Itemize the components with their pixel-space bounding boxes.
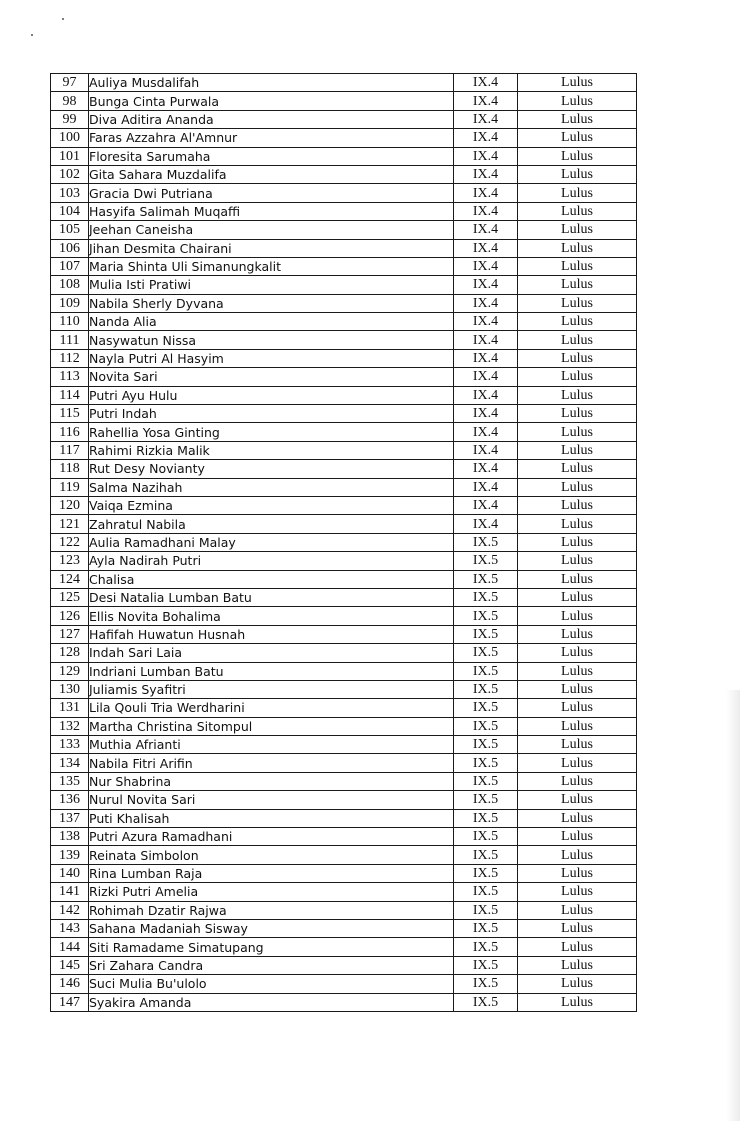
row-number: 101 [51,147,89,165]
table-row [51,202,637,220]
status-cell: Lulus [518,846,637,864]
row-number: 103 [51,184,89,202]
class-cell: IX.5 [454,993,518,1011]
student-name: Rizki Putri Amelia [89,883,454,901]
class-cell: IX.5 [454,625,518,643]
table-row [51,92,637,110]
row-number: 108 [51,276,89,294]
student-name: Rut Desy Novianty [89,460,454,478]
row-number: 140 [51,864,89,882]
class-cell: IX.4 [454,221,518,239]
row-number: 130 [51,680,89,698]
class-cell: IX.4 [454,276,518,294]
class-cell: IX.5 [454,717,518,735]
table-row [51,110,637,128]
scan-speck [31,34,33,36]
row-number: 113 [51,368,89,386]
table-row [51,313,637,331]
status-cell: Lulus [518,349,637,367]
table-row [51,699,637,717]
table-row [51,846,637,864]
table-row [51,680,637,698]
status-cell: Lulus [518,74,637,92]
row-number: 106 [51,239,89,257]
row-number: 114 [51,386,89,404]
class-cell: IX.5 [454,570,518,588]
student-name: Nabila Sherly Dyvana [89,294,454,312]
student-name: Martha Christina Sitompul [89,717,454,735]
student-name: Aulia Ramadhani Malay [89,533,454,551]
status-cell: Lulus [518,147,637,165]
student-name: Ellis Novita Bohalima [89,607,454,625]
row-number: 135 [51,772,89,790]
class-cell: IX.4 [454,110,518,128]
row-number: 112 [51,349,89,367]
student-name: Hafifah Huwatun Husnah [89,625,454,643]
student-name: Siti Ramadame Simatupang [89,938,454,956]
row-number: 102 [51,165,89,183]
table-row [51,993,637,1011]
student-name: Puti Khalisah [89,809,454,827]
table-row [51,919,637,937]
student-name: Putri Ayu Hulu [89,386,454,404]
table-row [51,331,637,349]
student-name: Nabila Fitri Arifin [89,754,454,772]
class-cell: IX.4 [454,478,518,496]
row-number: 115 [51,405,89,423]
class-cell: IX.5 [454,883,518,901]
class-cell: IX.4 [454,257,518,275]
class-cell: IX.4 [454,405,518,423]
student-name: Nur Shabrina [89,772,454,790]
table-row [51,221,637,239]
student-name: Juliamis Syafitri [89,680,454,698]
table-row [51,239,637,257]
status-cell: Lulus [518,956,637,974]
status-cell: Lulus [518,919,637,937]
row-number: 129 [51,662,89,680]
row-number: 125 [51,588,89,606]
class-cell: IX.4 [454,460,518,478]
row-number: 146 [51,975,89,993]
student-name: Bunga Cinta Purwala [89,92,454,110]
table-row [51,257,637,275]
class-cell: IX.4 [454,496,518,514]
status-cell: Lulus [518,791,637,809]
table-row [51,570,637,588]
class-cell: IX.5 [454,644,518,662]
status-cell: Lulus [518,625,637,643]
row-number: 137 [51,809,89,827]
table-row [51,588,637,606]
table-row [51,441,637,459]
student-name: Suci Mulia Bu'ulolo [89,975,454,993]
class-cell: IX.5 [454,956,518,974]
status-cell: Lulus [518,460,637,478]
class-cell: IX.5 [454,533,518,551]
status-cell: Lulus [518,717,637,735]
student-name: Nasywatun Nissa [89,331,454,349]
class-cell: IX.4 [454,368,518,386]
row-number: 141 [51,883,89,901]
class-cell: IX.5 [454,919,518,937]
row-number: 124 [51,570,89,588]
student-name: Nanda Alia [89,313,454,331]
status-cell: Lulus [518,828,637,846]
class-cell: IX.4 [454,294,518,312]
class-cell: IX.5 [454,552,518,570]
table-body [51,74,637,1012]
row-number: 122 [51,533,89,551]
row-number: 136 [51,791,89,809]
status-cell: Lulus [518,478,637,496]
student-name: Syakira Amanda [89,993,454,1011]
row-number: 109 [51,294,89,312]
row-number: 126 [51,607,89,625]
row-number: 134 [51,754,89,772]
student-name: Rohimah Dzatir Rajwa [89,901,454,919]
table-row [51,276,637,294]
student-name: Salma Nazihah [89,478,454,496]
status-cell: Lulus [518,368,637,386]
table-row [51,791,637,809]
student-name: Muthia Afrianti [89,736,454,754]
class-cell: IX.4 [454,331,518,349]
row-number: 98 [51,92,89,110]
class-cell: IX.5 [454,662,518,680]
status-cell: Lulus [518,331,637,349]
status-cell: Lulus [518,883,637,901]
class-cell: IX.5 [454,736,518,754]
status-cell: Lulus [518,607,637,625]
row-number: 97 [51,74,89,92]
scan-edge-shadow [726,690,740,1121]
student-name: Diva Aditira Ananda [89,110,454,128]
status-cell: Lulus [518,276,637,294]
student-name: Hasyifa Salimah Muqaffi [89,202,454,220]
student-name: Sri Zahara Candra [89,956,454,974]
table-row [51,901,637,919]
scan-speck [62,18,64,20]
status-cell: Lulus [518,202,637,220]
class-cell: IX.4 [454,386,518,404]
row-number: 138 [51,828,89,846]
status-cell: Lulus [518,938,637,956]
row-number: 99 [51,110,89,128]
student-name: Jeehan Caneisha [89,221,454,239]
status-cell: Lulus [518,901,637,919]
status-cell: Lulus [518,993,637,1011]
student-name: Gita Sahara Muzdalifa [89,165,454,183]
status-cell: Lulus [518,736,637,754]
student-name: Rahimi Rizkia Malik [89,441,454,459]
student-name: Ayla Nadirah Putri [89,552,454,570]
row-number: 107 [51,257,89,275]
table-row [51,129,637,147]
row-number: 111 [51,331,89,349]
row-number: 105 [51,221,89,239]
table-row [51,625,637,643]
status-cell: Lulus [518,570,637,588]
class-cell: IX.5 [454,828,518,846]
table-row [51,754,637,772]
status-cell: Lulus [518,496,637,514]
status-cell: Lulus [518,110,637,128]
status-cell: Lulus [518,515,637,533]
status-cell: Lulus [518,809,637,827]
class-cell: IX.5 [454,864,518,882]
table-row [51,975,637,993]
row-number: 128 [51,644,89,662]
status-cell: Lulus [518,129,637,147]
status-cell: Lulus [518,552,637,570]
status-cell: Lulus [518,313,637,331]
class-cell: IX.4 [454,239,518,257]
student-name: Nayla Putri Al Hasyim [89,349,454,367]
table-row [51,809,637,827]
status-cell: Lulus [518,221,637,239]
student-name: Rina Lumban Raja [89,864,454,882]
row-number: 133 [51,736,89,754]
class-cell: IX.4 [454,313,518,331]
status-cell: Lulus [518,699,637,717]
status-cell: Lulus [518,975,637,993]
class-cell: IX.5 [454,809,518,827]
student-name: Reinata Simbolon [89,846,454,864]
row-number: 132 [51,717,89,735]
row-number: 104 [51,202,89,220]
student-name: Novita Sari [89,368,454,386]
student-name: Gracia Dwi Putriana [89,184,454,202]
class-cell: IX.5 [454,588,518,606]
table-row [51,386,637,404]
row-number: 131 [51,699,89,717]
class-cell: IX.4 [454,92,518,110]
status-cell: Lulus [518,257,637,275]
table-row [51,644,637,662]
status-cell: Lulus [518,644,637,662]
table-row [51,496,637,514]
status-cell: Lulus [518,680,637,698]
student-name: Rahellia Yosa Ginting [89,423,454,441]
table-row [51,717,637,735]
status-cell: Lulus [518,864,637,882]
table-row [51,147,637,165]
class-cell: IX.4 [454,202,518,220]
row-number: 144 [51,938,89,956]
table-row [51,552,637,570]
student-name: Lila Qouli Tria Werdharini [89,699,454,717]
status-cell: Lulus [518,588,637,606]
table-row [51,294,637,312]
class-cell: IX.4 [454,515,518,533]
table-row [51,956,637,974]
table-row [51,460,637,478]
student-name: Indah Sari Laia [89,644,454,662]
row-number: 117 [51,441,89,459]
row-number: 139 [51,846,89,864]
status-cell: Lulus [518,533,637,551]
row-number: 147 [51,993,89,1011]
table-row [51,736,637,754]
class-cell: IX.5 [454,754,518,772]
student-name: Floresita Sarumaha [89,147,454,165]
student-name: Jihan Desmita Chairani [89,239,454,257]
class-cell: IX.4 [454,165,518,183]
status-cell: Lulus [518,386,637,404]
row-number: 118 [51,460,89,478]
table-row [51,607,637,625]
table-row [51,184,637,202]
table-row [51,533,637,551]
row-number: 120 [51,496,89,514]
row-number: 119 [51,478,89,496]
status-cell: Lulus [518,294,637,312]
student-name: Zahratul Nabila [89,515,454,533]
class-cell: IX.5 [454,791,518,809]
status-cell: Lulus [518,754,637,772]
class-cell: IX.5 [454,680,518,698]
student-name: Putri Indah [89,405,454,423]
table-row [51,423,637,441]
table-row [51,938,637,956]
row-number: 127 [51,625,89,643]
row-number: 116 [51,423,89,441]
status-cell: Lulus [518,662,637,680]
student-name: Vaiqa Ezmina [89,496,454,514]
table-row [51,864,637,882]
class-cell: IX.4 [454,441,518,459]
student-name: Chalisa [89,570,454,588]
status-cell: Lulus [518,239,637,257]
table-row [51,772,637,790]
table-row [51,74,637,92]
class-cell: IX.4 [454,147,518,165]
class-cell: IX.4 [454,423,518,441]
status-cell: Lulus [518,423,637,441]
status-cell: Lulus [518,165,637,183]
row-number: 110 [51,313,89,331]
class-cell: IX.4 [454,184,518,202]
table-row [51,515,637,533]
row-number: 100 [51,129,89,147]
student-name: Maria Shinta Uli Simanungkalit [89,257,454,275]
row-number: 123 [51,552,89,570]
table-row [51,883,637,901]
student-name: Desi Natalia Lumban Batu [89,588,454,606]
status-cell: Lulus [518,772,637,790]
table-row [51,662,637,680]
row-number: 121 [51,515,89,533]
student-name: Sahana Madaniah Sisway [89,919,454,937]
table-row [51,405,637,423]
class-cell: IX.5 [454,846,518,864]
class-cell: IX.5 [454,975,518,993]
class-cell: IX.4 [454,349,518,367]
student-name: Putri Azura Ramadhani [89,828,454,846]
table-row [51,368,637,386]
class-cell: IX.5 [454,938,518,956]
table-row [51,828,637,846]
student-name: Auliya Musdalifah [89,74,454,92]
student-name: Faras Azzahra Al'Amnur [89,129,454,147]
table-row [51,349,637,367]
class-cell: IX.4 [454,129,518,147]
class-cell: IX.5 [454,901,518,919]
table-row [51,165,637,183]
row-number: 142 [51,901,89,919]
class-cell: IX.5 [454,772,518,790]
status-cell: Lulus [518,405,637,423]
student-name: Indriani Lumban Batu [89,662,454,680]
student-name: Nurul Novita Sari [89,791,454,809]
status-cell: Lulus [518,441,637,459]
row-number: 143 [51,919,89,937]
graduation-table [50,73,637,1012]
status-cell: Lulus [518,184,637,202]
class-cell: IX.4 [454,74,518,92]
table-row [51,478,637,496]
row-number: 145 [51,956,89,974]
class-cell: IX.5 [454,607,518,625]
student-name: Mulia Isti Pratiwi [89,276,454,294]
class-cell: IX.5 [454,699,518,717]
status-cell: Lulus [518,92,637,110]
